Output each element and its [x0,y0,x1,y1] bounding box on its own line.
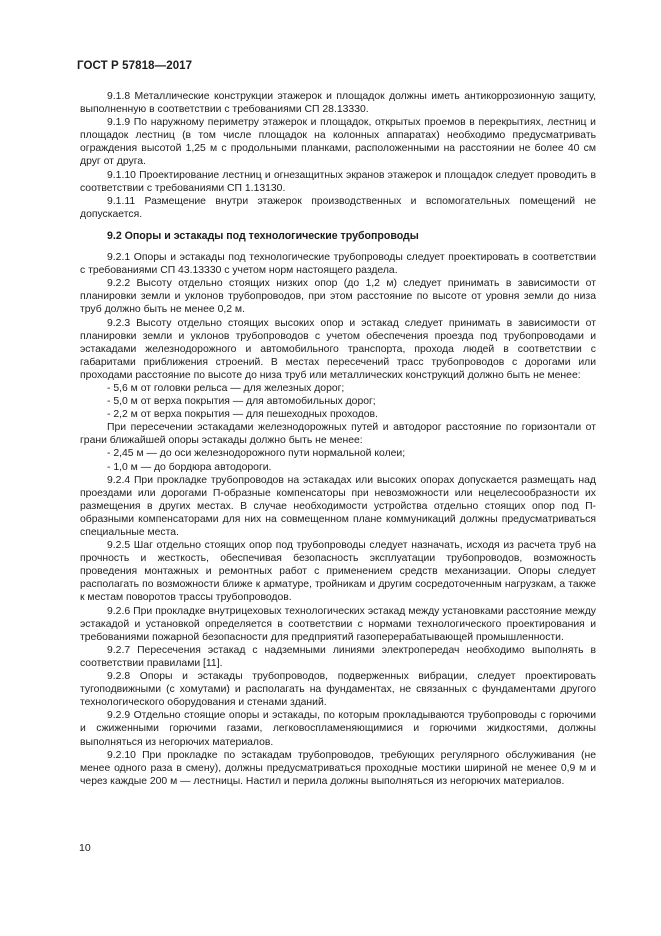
list-item-horizontal: - 2,45 м — до оси железнодорожного пути нормальной колеи; [107,448,406,460]
document-id: ГОСТ Р 57818—2017 [77,60,193,72]
paragraph-9-2-2: 9.2.2 Высоту отдельно стоящих низких опор (до 1,2 м) следует принимать в зависимости от планировки земли и уклонов трубопроводов, при этом расстояние по высоте от уровня земли до низа труб должно быть не менее 0,2 м. [80,278,596,316]
paragraph-9-2-3: 9.2.3 Высоту отдельно стоящих высоких опор и эстакад следует принимать в зависимости от планировки земли и уклонов трубопроводов с учетом обеспечения проезда под трубопроводами и эстакадами железнодорожного и автомобильного транспорта, прохода людей в соответствии с габаритами приближения строений. В местах пересечений трасс трубопроводов с дорогами или проходами расстояние по высоте до низа труб или металлических конструкций должно быть не менее: [80,317,596,381]
paragraph-crossing: При пересечении эстакадами железнодорожных путей и автодорог расстояние по горизонтали от грани ближайшей опоры эстакады должно быть не менее: [80,422,596,447]
paragraph-9-2-8: 9.2.8 Опоры и эстакады трубопроводов, подверженных вибрации, следует проектировать тугоподвижными (с хомутами) и располагать на фундаментах, не связанных с фундаментами другого технологического оборудования и стенами зданий. [80,671,596,709]
paragraph-9-2-9: 9.2.9 Отдельно стоящие опоры и эстакады, по которым прокладываются трубопроводы с горючими и сжиженными горючими газами, легковоспламеняющимися и горючими жидкостями, должны выполняться из негорючих материалов. [80,710,596,748]
paragraph-9-2-6: 9.2.6 При прокладке внутрицеховых технологических эстакад между установками расстояние между эстакадой и установкой определяется в соответствии с нормами технологического проектирования и требованиями пожарной безопасности для предприятий газоперерабатывающей промышленности. [80,605,596,643]
list-item-height: - 5,0 м от верха покрытия — для автомобильных дорог; [107,396,376,408]
page-number: 10 [79,842,91,854]
paragraph-9-2-7: 9.2.7 Пересечения эстакад с надземными линиями электропередач необходимо выполнять в соответствии правилами [11]. [80,644,596,669]
paragraph-9-1-10: 9.1.10 Проектирование лестниц и огнезащитных экранов этажерок и площадок следует проводить в соответствии с требованиями СП 1.13130. [80,169,596,194]
list-item-horizontal: - 1,0 м — до бордюра автодороги. [107,461,272,473]
list-item-height: - 2,2 м от верха покрытия — для пешеходных проходов. [107,409,378,421]
page-body [80,90,596,788]
list-item-height: - 5,6 м от головки рельса — для железных дорог; [107,382,345,394]
paragraph-9-2-10: 9.2.10 При прокладке по эстакадам трубопроводов, требующих регулярного обслуживания (не менее одного раза в смену), должны предусматриваться проходные мостики шириной не менее 0,9 м и через каждые 200 м — лестницы. Настил и перила должны выполняться из негорючих материалов. [80,749,596,787]
paragraph-9-2-5: 9.2.5 Шаг отдельно стоящих опор под трубопроводы следует назначать, исходя из расчета труб на прочность и жесткость, обеспечивая безопасность эксплуатации трубопроводов, возможность проведения монтажных и ремонтных работ с применением средств механизации. Опоры следует располагать по возможности ближе к арматуре, тройникам и другим сосредоточенным нагрузкам, а также к местам поворотов трассы трубопроводов. [80,540,596,604]
paragraph-9-1-11: 9.1.11 Размещение внутри этажерок производственных и вспомогательных помещений не допускается. [80,195,596,220]
paragraph-9-1-9: 9.1.9 По наружному периметру этажерок и площадок, открытых проемов в перекрытиях, лестниц и площадок лестниц (в том числе площадок на колонных аппаратах) необходимо предусматривать ограждения высотой 1,25 м с продольными планками, расположенными на расстоянии не более 40 см друг от друга. [80,117,596,168]
paragraph-9-2-4: 9.2.4 При прокладке трубопроводов на эстакадах или высоких опорах допускается размещать над проездами или дорогами П-образные компенсаторы при невозможности или нецелесообразности их размещения в других местах. В случае необходимости устройства отдельно стоящих опор под П-образными компенсаторами для них на совмещенном плане коммуникаций должны предусматриваться специальные места. [80,474,596,538]
section-heading-9-2: 9.2 Опоры и эстакады под технологические трубопроводы [107,229,419,242]
paragraph-9-2-1: 9.2.1 Опоры и эстакады под технологические трубопроводы следует проектировать в соответствии с требованиями СП 43.13330 с учетом норм настоящего раздела. [80,252,596,277]
paragraph-9-1-8: 9.1.8 Металлические конструкции этажерок и площадок должны иметь антикоррозионную защиту, выполненную в соответствии с требованиями СП 28.13330. [80,91,596,116]
